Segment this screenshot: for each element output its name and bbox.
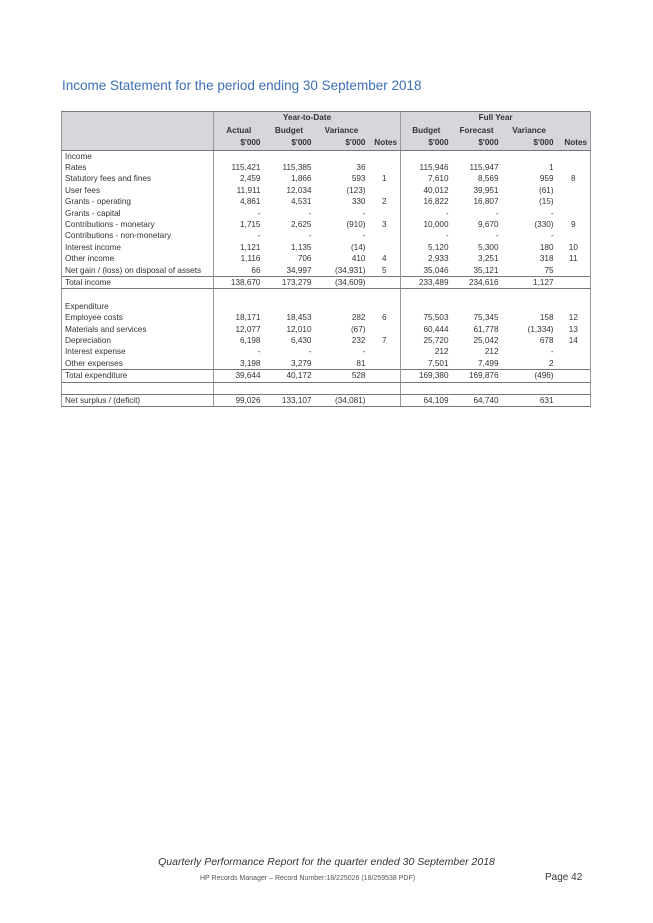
income-row-value xyxy=(557,230,591,241)
header-budget: Budget xyxy=(264,125,315,138)
income-row-value: 35,121 xyxy=(473,265,499,275)
income-row-value: 1,121 xyxy=(214,242,264,253)
income-row-value: 2,459 xyxy=(214,173,264,184)
expenditure-row-value: 12,077 xyxy=(214,324,264,335)
income-row xyxy=(62,196,591,207)
income-row xyxy=(62,185,591,196)
header-forecast: Forecast xyxy=(452,125,502,138)
income-row xyxy=(62,219,591,230)
expenditure-row-label: Employee costs xyxy=(62,312,214,323)
expenditure-row-value: 7,501 xyxy=(401,358,452,370)
expenditure-row-label: Materials and services xyxy=(62,324,214,335)
income-row-value: - xyxy=(495,208,499,218)
expenditure-row-value: (67) xyxy=(350,324,366,334)
income-row-value: 5,120 xyxy=(401,242,452,253)
header-group-row xyxy=(62,112,591,125)
income-row-value: (15) xyxy=(538,197,554,207)
net-surplus-row-value xyxy=(557,395,591,407)
income-row xyxy=(62,230,591,241)
expenditure-row-value: 678 xyxy=(539,335,554,345)
income-row-value: 5 xyxy=(381,265,387,275)
income-row-value: - xyxy=(550,231,554,241)
expenditure-row-value xyxy=(369,346,401,357)
income-row-value: - xyxy=(308,231,312,241)
header-fy-blank xyxy=(557,125,591,138)
total-income-row-value xyxy=(369,276,401,288)
income-row xyxy=(62,265,591,277)
income-row-value: 66 xyxy=(214,265,264,277)
income-row-value xyxy=(557,185,591,196)
income-row-value: 4,531 xyxy=(291,197,312,207)
expenditure-row-value: 25,720 xyxy=(401,335,452,346)
income-row-value: 16,822 xyxy=(401,196,452,207)
income-row-label: Interest income xyxy=(62,242,214,253)
expenditure-row-value: 3,198 xyxy=(214,358,264,370)
income-row-value xyxy=(369,162,401,173)
expenditure-section-heading xyxy=(62,301,591,312)
income-row-label: Net gain / (loss) on disposal of assets xyxy=(62,265,214,277)
income-row-value: 2 xyxy=(381,197,387,207)
net-surplus-row-value: 64,740 xyxy=(452,395,502,407)
total-expenditure-row-value: 39,644 xyxy=(214,370,264,382)
total-expenditure-row-value: 528 xyxy=(315,370,369,382)
page-title: Income Statement for the period ending 30 September 2018 xyxy=(62,78,422,93)
income-row-value: 8,569 xyxy=(478,174,499,184)
expenditure-row-value xyxy=(369,358,401,370)
expenditure-row-value: - xyxy=(550,347,554,357)
expenditure-row-value: - xyxy=(214,346,264,357)
expenditure-row-label: Depreciation xyxy=(62,335,214,346)
net-surplus-row-value xyxy=(369,395,401,407)
income-row-value: - xyxy=(214,230,264,241)
income-row-value: 706 xyxy=(297,254,312,264)
income-row xyxy=(62,208,591,219)
income-row-value: 1,135 xyxy=(291,242,312,252)
net-surplus-row-value: 64,109 xyxy=(401,395,452,407)
expenditure-row xyxy=(62,312,591,323)
expenditure-row-value: 6,198 xyxy=(214,335,264,346)
expenditure-row-value: 158 xyxy=(539,313,554,323)
income-row-label: Other income xyxy=(62,253,214,264)
expenditure-row-value: - xyxy=(308,347,312,357)
ytd-group-header: Year-to-Date xyxy=(214,112,401,125)
total-expenditure-row-value: 169,380 xyxy=(401,370,452,382)
income-row-value: 1,715 xyxy=(214,219,264,230)
header-row-2 xyxy=(62,137,591,150)
expenditure-row-value: 25,042 xyxy=(473,335,499,345)
income-row-value: 11,911 xyxy=(214,185,264,196)
expenditure-row-value xyxy=(557,346,591,357)
expenditure-row-value: 12,010 xyxy=(286,324,312,334)
total-income-row-value: 234,616 xyxy=(452,276,502,288)
income-row xyxy=(62,162,591,173)
page-number: Page 42 xyxy=(545,872,583,883)
net-surplus-row xyxy=(62,395,591,407)
spacer-row xyxy=(62,382,591,394)
income-row-value: 959 xyxy=(539,174,554,184)
income-row-value: 1 xyxy=(381,174,387,184)
income-row-value: - xyxy=(214,208,264,219)
income-row-value: 35,046 xyxy=(401,265,452,277)
income-row-value: 40,012 xyxy=(401,185,452,196)
expenditure-row-value: 14 xyxy=(557,335,591,346)
income-row-value: - xyxy=(401,208,452,219)
income-row-value: 1,866 xyxy=(291,174,312,184)
income-row-value: 36 xyxy=(356,162,366,172)
net-surplus-row-value: 133,107 xyxy=(264,395,315,407)
total-income-row-value: 173,279 xyxy=(264,276,315,288)
header-blank xyxy=(369,125,401,138)
income-row-value xyxy=(557,162,591,173)
income-row-value: 9,670 xyxy=(478,219,499,229)
income-row-label: Statutory fees and fines xyxy=(62,173,214,184)
expenditure-row xyxy=(62,358,591,370)
total-income-row-value: 233,489 xyxy=(401,276,452,288)
income-row-value: 12,034 xyxy=(286,185,312,195)
income-row-value: 2,625 xyxy=(291,219,312,229)
expenditure-row-value: 212 xyxy=(401,346,452,357)
expenditure-row-value: 75,503 xyxy=(401,312,452,323)
header-notes: Notes xyxy=(369,137,401,150)
income-row-value: 3,251 xyxy=(478,254,499,264)
expenditure-row-value: 75,345 xyxy=(473,313,499,323)
income-row-value: 180 xyxy=(539,242,554,252)
income-row-value: (910) xyxy=(346,219,366,229)
total-expenditure-row-value: 169,876 xyxy=(452,370,502,382)
income-row-value: 34,997 xyxy=(286,265,312,275)
income-row-value: - xyxy=(308,208,312,218)
income-row-value: (14) xyxy=(350,242,366,252)
header-unit: $'000 xyxy=(502,137,557,150)
income-row xyxy=(62,173,591,184)
fy-group-header: Full Year xyxy=(401,112,591,125)
income-row-value xyxy=(369,185,401,196)
header-unit: $'000 xyxy=(264,137,315,150)
expenditure-row-value: 12 xyxy=(557,312,591,323)
expenditure-row-value: 6,430 xyxy=(291,335,312,345)
expenditure-row-value: 3,279 xyxy=(291,358,312,368)
footer-record-number: HP Records Manager – Record Number:18/225026 (18/259538 PDF) xyxy=(200,875,416,882)
income-row-label: Rates xyxy=(62,162,214,173)
income-row-value: (61) xyxy=(538,185,554,195)
total-expenditure-row-label: Total expenditure xyxy=(62,370,214,382)
expenditure-row-value: 13 xyxy=(557,324,591,335)
expenditure-row-value: 7 xyxy=(381,335,387,345)
expenditure-row-value: 61,778 xyxy=(473,324,499,334)
expenditure-row-value: (1,334) xyxy=(527,324,554,334)
income-row-value: 5,300 xyxy=(478,242,499,252)
header-unit: $'000 xyxy=(401,137,452,150)
income-row-value: 410 xyxy=(351,254,366,264)
income-row-value: - xyxy=(495,231,499,241)
income-row-value: 115,385 xyxy=(282,162,312,172)
expenditure-row-value: 232 xyxy=(351,335,366,345)
header-actual: Actual xyxy=(214,125,264,138)
income-row-value: (123) xyxy=(346,185,366,195)
expenditure-row-value: - xyxy=(362,347,366,357)
total-expenditure-row xyxy=(62,370,591,382)
income-row-value: 39,951 xyxy=(473,185,499,195)
income-row-value: 9 xyxy=(557,219,591,230)
expenditure-row-value: 18,453 xyxy=(286,313,312,323)
total-income-row-value: 1,127 xyxy=(502,276,557,288)
income-row-value: 318 xyxy=(539,254,554,264)
income-row-value: 75 xyxy=(544,265,554,275)
income-row-value: 4 xyxy=(381,254,387,264)
expenditure-row-label: Other expenses xyxy=(62,358,214,370)
header-unit: $'000 xyxy=(214,137,264,150)
income-row-value: - xyxy=(401,230,452,241)
income-row-label: Grants - operating xyxy=(62,196,214,207)
header-unit: $'000 xyxy=(315,137,369,150)
total-income-row-label: Total income xyxy=(62,276,214,288)
income-row-value: 11 xyxy=(557,253,591,264)
total-expenditure-row-value xyxy=(557,370,591,382)
income-row-value: 4,861 xyxy=(214,196,264,207)
income-row-value: (34,931) xyxy=(335,265,366,275)
income-row-value: 330 xyxy=(351,197,366,207)
income-row-value: 1,116 xyxy=(214,253,264,264)
income-row-label: Grants - capital xyxy=(62,208,214,219)
income-row-value: 2,933 xyxy=(401,253,452,264)
income-section-heading-label: Income xyxy=(62,150,214,162)
net-surplus-row-value: (34,081) xyxy=(315,395,369,407)
header-unit: $'000 xyxy=(452,137,502,150)
footer-report-title: Quarterly Performance Report for the quarter ended 30 September 2018 xyxy=(158,856,495,868)
total-income-row-value xyxy=(557,276,591,288)
header-notes: Notes xyxy=(557,137,591,150)
expenditure-row-label: Interest expense xyxy=(62,346,214,357)
income-row-value xyxy=(557,265,591,277)
income-row-value: 3 xyxy=(381,219,387,229)
income-row xyxy=(62,253,591,264)
income-row xyxy=(62,242,591,253)
header-row-1 xyxy=(62,125,591,138)
expenditure-row-value: 282 xyxy=(351,313,366,323)
expenditure-row-value: 60,444 xyxy=(401,324,452,335)
header-fy-budget: Budget xyxy=(401,125,452,138)
income-row-value xyxy=(369,230,401,241)
total-income-row-value: 138,670 xyxy=(214,276,264,288)
income-row-value: 593 xyxy=(351,174,366,184)
expenditure-row-value xyxy=(369,324,401,335)
income-row-value: 8 xyxy=(557,173,591,184)
expenditure-row-value: 81 xyxy=(356,358,366,368)
income-row-label: User fees xyxy=(62,185,214,196)
income-row-value: 1 xyxy=(548,162,554,172)
total-expenditure-row-value xyxy=(369,370,401,382)
total-expenditure-row-value: (496) xyxy=(502,370,557,382)
total-income-row-value: (34,609) xyxy=(315,276,369,288)
income-row-value: 115,947 xyxy=(469,162,499,172)
income-row-label: Contributions - monetary xyxy=(62,219,214,230)
income-row-value: 10,000 xyxy=(401,219,452,230)
income-row-value: 115,946 xyxy=(401,162,452,173)
expenditure-row xyxy=(62,335,591,346)
expenditure-row xyxy=(62,324,591,335)
net-surplus-row-value: 99,026 xyxy=(214,395,264,407)
income-row-value: 16,807 xyxy=(473,197,499,207)
income-row-value: 115,421 xyxy=(214,162,264,173)
income-row-value xyxy=(557,196,591,207)
header-variance: Variance xyxy=(315,125,369,138)
income-section-heading xyxy=(62,150,591,162)
net-surplus-row-value: 631 xyxy=(502,395,557,407)
expenditure-row xyxy=(62,346,591,357)
income-row-value: - xyxy=(362,208,366,218)
expenditure-row-value: 212 xyxy=(484,347,499,357)
expenditure-row-value: 7,499 xyxy=(478,358,499,368)
income-row-value: - xyxy=(362,231,366,241)
income-row-value: 7,610 xyxy=(401,173,452,184)
expenditure-row-value: 2 xyxy=(548,358,554,368)
total-income-row xyxy=(62,276,591,288)
income-row-label: Contributions - non-monetary xyxy=(62,230,214,241)
table-body xyxy=(62,112,591,407)
spacer-row xyxy=(62,289,591,301)
expenditure-row-value: 6 xyxy=(381,313,387,323)
total-expenditure-row-value: 40,172 xyxy=(264,370,315,382)
income-row-value xyxy=(369,242,401,253)
income-statement-table xyxy=(61,111,591,407)
income-row-value xyxy=(369,208,401,219)
income-row-value xyxy=(557,208,591,219)
income-row-value: (330) xyxy=(534,219,554,229)
income-row-value: 10 xyxy=(557,242,591,253)
net-surplus-row-label: Net surplus / (deficit) xyxy=(62,395,214,407)
income-row-value: - xyxy=(550,208,554,218)
header-fy-variance: Variance xyxy=(502,125,557,138)
expenditure-row-value xyxy=(557,358,591,370)
expenditure-row-value: 18,171 xyxy=(214,312,264,323)
expenditure-section-heading-label: Expenditure xyxy=(62,301,214,312)
